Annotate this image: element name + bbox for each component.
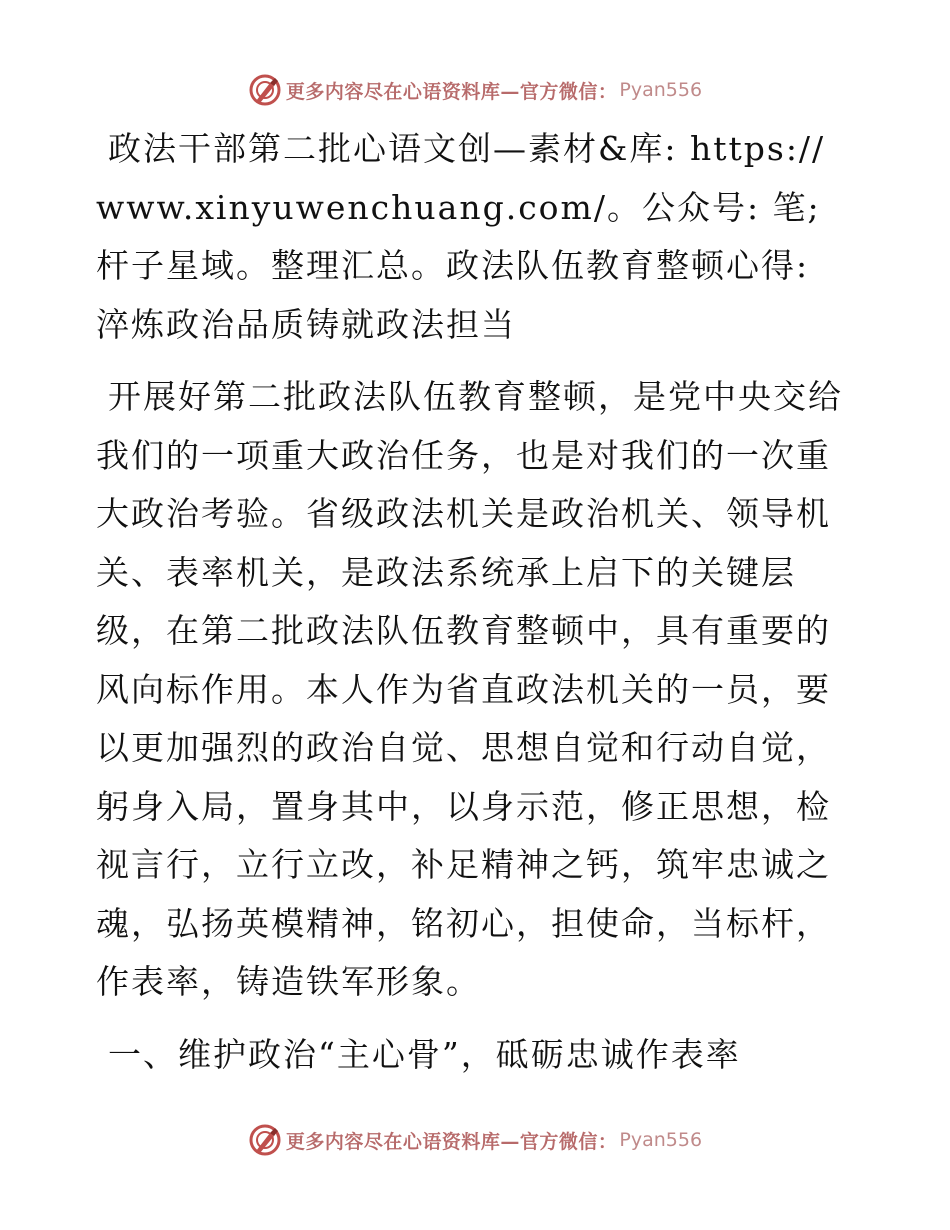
banner-wechat-id: Pyan556	[619, 1129, 703, 1151]
banner-text: 更多内容尽在心语资料库—官方微信：	[285, 1130, 618, 1153]
pen-logo-icon	[248, 1123, 282, 1157]
pen-logo-icon	[248, 73, 282, 107]
banner-text: 更多内容尽在心语资料库—官方微信：	[285, 80, 618, 103]
banner-wechat-id: Pyan556	[619, 79, 703, 101]
body-paragraph: 开展好第二批政法队伍教育整顿，是党中央交给我们的一项重大政治任务，也是对我们的一次重大政治考验。省级政法机关是政治机关、领导机关、表率机关，是政法系统承上启下的关键层级，在第二批政法队伍教育整顿中，具有重要的风向标作用。本人作为省直政法机关的一员，要以更加强烈的政治自觉、思想自觉和行动自觉，躬身入局，置身其中，以身示范，修正思想，检视言行，立行立改，补足精神之钙，筑牢忠诚之魂，弘扬英模精神，铭初心，担使命，当标杆，作表率，铸造铁军形象。	[96, 377, 843, 1001]
section-heading: 一、维护政治“主心骨”，砥砺忠诚作表率	[108, 1034, 741, 1074]
document-body	[96, 120, 848, 1084]
footer-watermark-banner	[0, 1120, 950, 1160]
header-watermark-banner	[0, 70, 950, 110]
intro-paragraph: 政法干部第二批心语文创—素材&库: https://www.xinyuwenchuang.com/。公众号: 笔;杆子星域。整理汇总。政法队伍教育整顿心得: 淬炼政治品质铸就政法担当	[96, 129, 826, 344]
